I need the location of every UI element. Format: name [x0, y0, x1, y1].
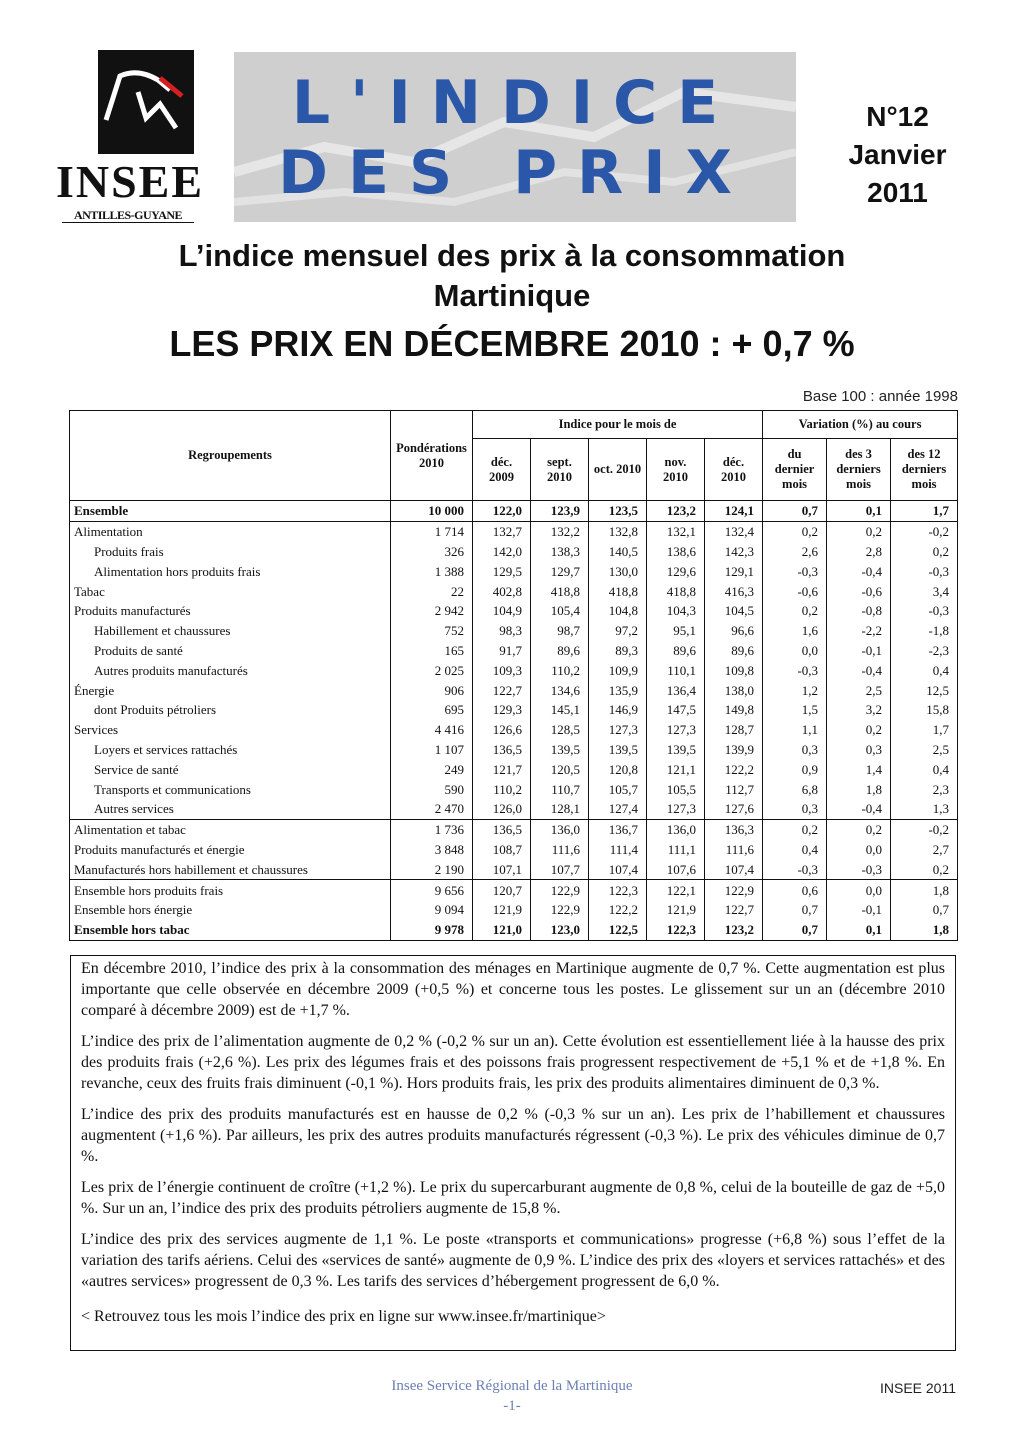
base-note: Base 100 : année 1998 — [802, 388, 958, 405]
table-cell: 12,5 — [891, 680, 958, 700]
header-variation: du dernier mois — [763, 439, 827, 501]
row-label: Énergie — [70, 680, 391, 700]
table-cell: 128,1 — [531, 799, 589, 819]
table-row — [70, 660, 958, 680]
table-cell: 123,2 — [705, 920, 763, 940]
footer-copyright: INSEE 2011 — [879, 1380, 956, 1396]
table-cell: -0,4 — [827, 660, 891, 680]
table-cell: 1,1 — [763, 720, 827, 740]
paragraph: L’indice des prix des produits manufacturés est en hausse de 0,2 % (-0,3 % sur un an). Les prix de l’habillement et chaussures augmentent (+1,6 %). Par ailleurs, les prix des autres produits manufacturés régressent (-0,3 %). Le prix des véhicules diminue de 0,7 %. — [81, 1106, 945, 1165]
table-row — [70, 700, 958, 720]
table-cell: 2 190 — [391, 859, 473, 879]
table-cell: 104,5 — [705, 601, 763, 621]
table-cell: 2,5 — [891, 740, 958, 760]
table-cell: 1 714 — [391, 521, 473, 541]
table-cell: 22 — [391, 581, 473, 601]
table-cell: 0,2 — [763, 601, 827, 621]
table-cell: 1,4 — [827, 759, 891, 779]
table-row — [70, 601, 958, 621]
header-indice-group: Indice pour le mois de — [473, 411, 763, 439]
table-cell: 134,6 — [531, 680, 589, 700]
table-cell: 127,3 — [647, 799, 705, 819]
table-cell: 109,9 — [589, 660, 647, 680]
table-cell: 122,7 — [705, 900, 763, 920]
table-cell: 127,3 — [589, 720, 647, 740]
table-cell: 0,7 — [763, 900, 827, 920]
table-cell: -0,3 — [891, 601, 958, 621]
table-cell: -0,3 — [763, 660, 827, 680]
table-cell: 0,7 — [891, 900, 958, 920]
row-label: Ensemble — [70, 501, 391, 522]
table-cell: 111,4 — [589, 840, 647, 860]
row-label: Produits frais — [70, 542, 391, 562]
table-cell: 9 656 — [391, 880, 473, 900]
row-label: Tabac — [70, 581, 391, 601]
table-cell: 122,2 — [705, 759, 763, 779]
table-cell: 906 — [391, 680, 473, 700]
table-cell: 127,4 — [589, 799, 647, 819]
table-cell: 2,3 — [891, 779, 958, 799]
header-month: déc. 2010 — [705, 439, 763, 501]
paragraph: En décembre 2010, l’indice des prix à la consommation des ménages en Martinique augmente de 0,7 %. Cette augmentation est plus importante que celle observée en décembre 2009 (+0,5 %) et concerne tous les postes. Le glissement sur un an (décembre 2010 comparé à décembre 2009) est de +1,7 %. — [81, 960, 945, 1019]
table-cell: 0,4 — [891, 660, 958, 680]
table-cell: 1,5 — [763, 700, 827, 720]
table-cell: 146,9 — [589, 700, 647, 720]
website-link-line: < Retrouvez tous les mois l’indice des prix en ligne sur www.insee.fr/martinique> — [81, 1308, 606, 1325]
header-month: nov. 2010 — [647, 439, 705, 501]
header-ponderations: Pondérations 2010 — [391, 411, 473, 501]
table-cell: 122,9 — [531, 900, 589, 920]
logo-subtitle: ANTILLES-GUYANE — [62, 208, 194, 223]
table-cell: 2 470 — [391, 799, 473, 819]
table-cell: 1,8 — [891, 920, 958, 940]
table-cell: 120,7 — [473, 880, 531, 900]
table-cell: 149,8 — [705, 700, 763, 720]
row-label: Produits manufacturés et énergie — [70, 840, 391, 860]
table-cell: 142,0 — [473, 542, 531, 562]
table-cell: 3 848 — [391, 840, 473, 860]
table-cell: 249 — [391, 759, 473, 779]
table-cell: 122,5 — [589, 920, 647, 940]
table-row — [70, 900, 958, 920]
table-cell: 126,6 — [473, 720, 531, 740]
table-cell: 122,1 — [647, 880, 705, 900]
table-cell: 127,6 — [705, 799, 763, 819]
table-cell: -0,2 — [891, 521, 958, 541]
table-cell: -2,3 — [891, 641, 958, 661]
table-cell: 132,7 — [473, 521, 531, 541]
table-cell: 89,3 — [589, 641, 647, 661]
table-cell: 6,8 — [763, 779, 827, 799]
table-cell: 122,9 — [705, 880, 763, 900]
table-body — [70, 501, 958, 941]
table-cell: 111,1 — [647, 840, 705, 860]
table-row — [70, 799, 958, 819]
table-cell: 402,8 — [473, 581, 531, 601]
row-label: Alimentation — [70, 521, 391, 541]
table-cell: -0,4 — [827, 561, 891, 581]
table-cell: 2,7 — [891, 840, 958, 860]
table-row — [70, 641, 958, 661]
table-row — [70, 521, 958, 541]
table-cell: -0,3 — [763, 859, 827, 879]
table-cell: 98,3 — [473, 621, 531, 641]
header-regroupements: Regroupements — [70, 411, 391, 501]
table-cell: 0,2 — [891, 859, 958, 879]
logo-text: INSEE — [55, 156, 205, 207]
table-cell: -0,3 — [763, 561, 827, 581]
table-row — [70, 920, 958, 940]
table-cell: 139,9 — [705, 740, 763, 760]
table-cell: 0,2 — [827, 521, 891, 541]
table-cell: 326 — [391, 542, 473, 562]
table-cell: 0,6 — [763, 880, 827, 900]
table-cell: 111,6 — [531, 840, 589, 860]
table-row — [70, 720, 958, 740]
table-row — [70, 680, 958, 700]
table-cell: 1,6 — [763, 621, 827, 641]
footer-center — [0, 1376, 1024, 1416]
header-variation: des 12 derniers mois — [891, 439, 958, 501]
table-cell: 96,6 — [705, 621, 763, 641]
table-cell: 128,7 — [705, 720, 763, 740]
table-cell: 0,2 — [827, 819, 891, 839]
table-cell: 105,4 — [531, 601, 589, 621]
table-cell: 0,3 — [763, 740, 827, 760]
table-cell: 2 942 — [391, 601, 473, 621]
issue-year: 2011 — [867, 177, 928, 208]
row-label: Produits manufacturés — [70, 601, 391, 621]
table-cell: -0,1 — [827, 641, 891, 661]
table-cell: 0,2 — [763, 819, 827, 839]
headline: LES PRIX EN DÉCEMBRE 2010 : + 0,7 % — [169, 323, 855, 364]
table-cell: 104,3 — [647, 601, 705, 621]
logo-chart-icon — [98, 50, 194, 154]
table-cell: 107,6 — [647, 859, 705, 879]
table-cell: 138,6 — [647, 542, 705, 562]
table-cell: 127,3 — [647, 720, 705, 740]
table-cell: -0,8 — [827, 601, 891, 621]
table-row — [70, 759, 958, 779]
table-cell: 111,6 — [705, 840, 763, 860]
table-cell: 136,0 — [531, 819, 589, 839]
table-cell: -2,2 — [827, 621, 891, 641]
table-cell: 132,8 — [589, 521, 647, 541]
table-cell: 121,9 — [473, 900, 531, 920]
table-cell: 98,7 — [531, 621, 589, 641]
table-cell: 0,0 — [827, 880, 891, 900]
row-label: Services — [70, 720, 391, 740]
table-cell: 3,4 — [891, 581, 958, 601]
table-cell: 89,6 — [705, 641, 763, 661]
table-row — [70, 840, 958, 860]
title-line-2: Martinique — [433, 278, 591, 313]
table-cell: 122,9 — [531, 880, 589, 900]
table-cell: 1,2 — [763, 680, 827, 700]
table-cell: 132,4 — [705, 521, 763, 541]
table-cell: 136,4 — [647, 680, 705, 700]
table-cell: 122,3 — [647, 920, 705, 940]
table-cell: 1,7 — [891, 501, 958, 522]
table-cell: 107,4 — [589, 859, 647, 879]
row-label: Loyers et services rattachés — [70, 740, 391, 760]
table-cell: 140,5 — [589, 542, 647, 562]
row-label: Alimentation hors produits frais — [70, 561, 391, 581]
table-cell: 121,0 — [473, 920, 531, 940]
logo-graphic — [98, 50, 194, 154]
table-cell: 136,3 — [705, 819, 763, 839]
table-cell: 1,3 — [891, 799, 958, 819]
table-cell: 121,7 — [473, 759, 531, 779]
table-cell: 0,0 — [827, 840, 891, 860]
table-cell: 0,7 — [763, 501, 827, 522]
table-cell: 136,5 — [473, 740, 531, 760]
table-row — [70, 880, 958, 900]
table-cell: 2,5 — [827, 680, 891, 700]
row-label: Ensemble hors produits frais — [70, 880, 391, 900]
table-cell: 139,5 — [531, 740, 589, 760]
header-month: oct. 2010 — [589, 439, 647, 501]
table-cell: 752 — [391, 621, 473, 641]
table-cell: 123,0 — [531, 920, 589, 940]
table-cell: 1 388 — [391, 561, 473, 581]
table-cell: 136,0 — [647, 819, 705, 839]
table-cell: 123,9 — [531, 501, 589, 522]
table-cell: 10 000 — [391, 501, 473, 522]
table-cell: 123,5 — [589, 501, 647, 522]
table-cell: 0,3 — [827, 740, 891, 760]
table-cell: -0,6 — [827, 581, 891, 601]
price-index-table — [69, 410, 958, 941]
document-titles — [0, 236, 1024, 370]
table-cell: 104,8 — [589, 601, 647, 621]
table-row — [70, 561, 958, 581]
table-cell: 122,7 — [473, 680, 531, 700]
table-cell: 139,5 — [589, 740, 647, 760]
table-cell: 105,7 — [589, 779, 647, 799]
table-cell: 0,4 — [763, 840, 827, 860]
footer-service: Insee Service Régional de la Martinique — [391, 1378, 633, 1394]
table-cell: 132,2 — [531, 521, 589, 541]
title-line-1: L’indice mensuel des prix à la consommation — [178, 238, 846, 273]
issue-number: N°12 — [866, 101, 929, 132]
table-cell: 1,8 — [891, 880, 958, 900]
insee-logo — [50, 50, 210, 225]
table-cell: 0,1 — [827, 501, 891, 522]
table-cell: 129,5 — [473, 561, 531, 581]
table-cell: 416,3 — [705, 581, 763, 601]
paragraph: Les prix de l’énergie continuent de croître (+1,2 %). Le prix du supercarburant augmente de 0,8 %, celui de la bouteille de gaz de +5,0 %. Sur un an, l’indice des prix des produits pétroliers augmente de 15,8 %. — [81, 1179, 945, 1217]
table-cell: 129,3 — [473, 700, 531, 720]
row-label: Alimentation et tabac — [70, 819, 391, 839]
table-cell: 135,9 — [589, 680, 647, 700]
table-cell: 138,3 — [531, 542, 589, 562]
table-cell: 9 094 — [391, 900, 473, 920]
table-cell: 126,0 — [473, 799, 531, 819]
table-cell: 89,6 — [647, 641, 705, 661]
table-cell: 165 — [391, 641, 473, 661]
table-cell: 108,7 — [473, 840, 531, 860]
table-cell: 9 978 — [391, 920, 473, 940]
paragraph: L’indice des prix des services augmente de 1,1 %. Le poste «transports et communications» progresse (+6,8 %) sous l’effet de la variation des tarifs aériens. Celui des «services de santé» augmente de 0,9 %. L’indice des prix des «loyers et services rattachés» et des «autres services» progressent de 0,3 %. Les tarifs des services d’hébergement progressent de 6,0 %. — [81, 1231, 945, 1290]
table-cell: 0,3 — [763, 799, 827, 819]
table-row — [70, 581, 958, 601]
row-label: Autres services — [70, 799, 391, 819]
commentary-box — [70, 955, 956, 1351]
table-cell: -0,3 — [891, 561, 958, 581]
header-variation: des 3 derniers mois — [827, 439, 891, 501]
table-cell: 0,0 — [763, 641, 827, 661]
table-cell: 112,7 — [705, 779, 763, 799]
row-label: Ensemble hors énergie — [70, 900, 391, 920]
table-cell: 418,8 — [531, 581, 589, 601]
table-cell: 132,1 — [647, 521, 705, 541]
table-row — [70, 779, 958, 799]
table-cell: 110,7 — [531, 779, 589, 799]
table-cell: 2,6 — [763, 542, 827, 562]
table-cell: 105,5 — [647, 779, 705, 799]
table-cell: -0,1 — [827, 900, 891, 920]
page-number: -1- — [503, 1398, 521, 1414]
table-cell: 139,5 — [647, 740, 705, 760]
banner-line-1: L'INDICE — [291, 68, 739, 138]
paragraph: L’indice des prix de l’alimentation augmente de 0,2 % (-0,2 % sur un an). Cette évolution est essentiellement liée à la hausse des prix des produits frais (+2,6 %). Les prix des légumes frais et des poissons frais progressent respectivement de +5,1 % et de +1,8 %. En revanche, ceux des fruits frais diminuent (-0,1 %). Hors produits frais, les prix des produits alimentaires diminuent de 0,3 %. — [81, 1033, 945, 1092]
table-cell: -0,2 — [891, 819, 958, 839]
table-row — [70, 621, 958, 641]
table-cell: 107,7 — [531, 859, 589, 879]
table-cell: 107,1 — [473, 859, 531, 879]
table-cell: 0,2 — [763, 521, 827, 541]
table-cell: 590 — [391, 779, 473, 799]
row-label: Service de santé — [70, 759, 391, 779]
table-cell: 136,7 — [589, 819, 647, 839]
row-label: Habillement et chaussures — [70, 621, 391, 641]
table-cell: 124,1 — [705, 501, 763, 522]
header-month: déc. 2009 — [473, 439, 531, 501]
table-cell: 89,6 — [531, 641, 589, 661]
table-cell: 91,7 — [473, 641, 531, 661]
header-month: sept. 2010 — [531, 439, 589, 501]
table-cell: 0,1 — [827, 920, 891, 940]
table-cell: 0,9 — [763, 759, 827, 779]
table-cell: 121,9 — [647, 900, 705, 920]
table-cell: 120,5 — [531, 759, 589, 779]
row-label: dont Produits pétroliers — [70, 700, 391, 720]
table-cell: 129,7 — [531, 561, 589, 581]
table-cell: 2 025 — [391, 660, 473, 680]
table-cell: 1 107 — [391, 740, 473, 760]
table-cell: 145,1 — [531, 700, 589, 720]
table-cell: 129,1 — [705, 561, 763, 581]
table-cell: 128,5 — [531, 720, 589, 740]
table-cell: 123,2 — [647, 501, 705, 522]
table-cell: 3,2 — [827, 700, 891, 720]
table-cell: 129,6 — [647, 561, 705, 581]
table-cell: 109,3 — [473, 660, 531, 680]
issue-info — [830, 98, 965, 212]
table-cell: 1,8 — [827, 779, 891, 799]
row-label: Autres produits manufacturés — [70, 660, 391, 680]
table-cell: 418,8 — [589, 581, 647, 601]
row-label: Manufacturés hors habillement et chaussures — [70, 859, 391, 879]
table-cell: 0,2 — [891, 542, 958, 562]
table-cell: 695 — [391, 700, 473, 720]
table-cell: 122,0 — [473, 501, 531, 522]
table-cell: 0,4 — [891, 759, 958, 779]
table-cell: -0,4 — [827, 799, 891, 819]
table-cell: 1 736 — [391, 819, 473, 839]
table-cell: 122,2 — [589, 900, 647, 920]
table-cell: 97,2 — [589, 621, 647, 641]
table-cell: -0,3 — [827, 859, 891, 879]
table-cell: 107,4 — [705, 859, 763, 879]
table-cell: 121,1 — [647, 759, 705, 779]
table-row — [70, 819, 958, 839]
table-cell: 104,9 — [473, 601, 531, 621]
issue-month: Janvier — [848, 139, 947, 170]
table-cell: 142,3 — [705, 542, 763, 562]
table-cell: -0,6 — [763, 581, 827, 601]
table-cell: -1,8 — [891, 621, 958, 641]
table-row — [70, 740, 958, 760]
table-row — [70, 859, 958, 879]
table-cell: 0,2 — [827, 720, 891, 740]
table-cell: 4 416 — [391, 720, 473, 740]
table-cell: 95,1 — [647, 621, 705, 641]
table-cell: 1,7 — [891, 720, 958, 740]
banner — [234, 52, 796, 222]
table-cell: 136,5 — [473, 819, 531, 839]
table-cell: 147,5 — [647, 700, 705, 720]
table-cell: 418,8 — [647, 581, 705, 601]
row-label: Produits de santé — [70, 641, 391, 661]
row-label: Transports et communications — [70, 779, 391, 799]
table-cell: 138,0 — [705, 680, 763, 700]
table-row — [70, 501, 958, 522]
table-cell: 130,0 — [589, 561, 647, 581]
table-cell: 110,1 — [647, 660, 705, 680]
table-cell: 122,3 — [589, 880, 647, 900]
banner-line-2: DES PRIX — [278, 138, 752, 208]
row-label: Ensemble hors tabac — [70, 920, 391, 940]
table-cell: 0,7 — [763, 920, 827, 940]
table-cell: 110,2 — [531, 660, 589, 680]
table-cell: 15,8 — [891, 700, 958, 720]
header-variation-group: Variation (%) au cours — [763, 411, 958, 439]
table-row — [70, 542, 958, 562]
table-cell: 2,8 — [827, 542, 891, 562]
table-cell: 120,8 — [589, 759, 647, 779]
table-cell: 109,8 — [705, 660, 763, 680]
table-cell: 110,2 — [473, 779, 531, 799]
